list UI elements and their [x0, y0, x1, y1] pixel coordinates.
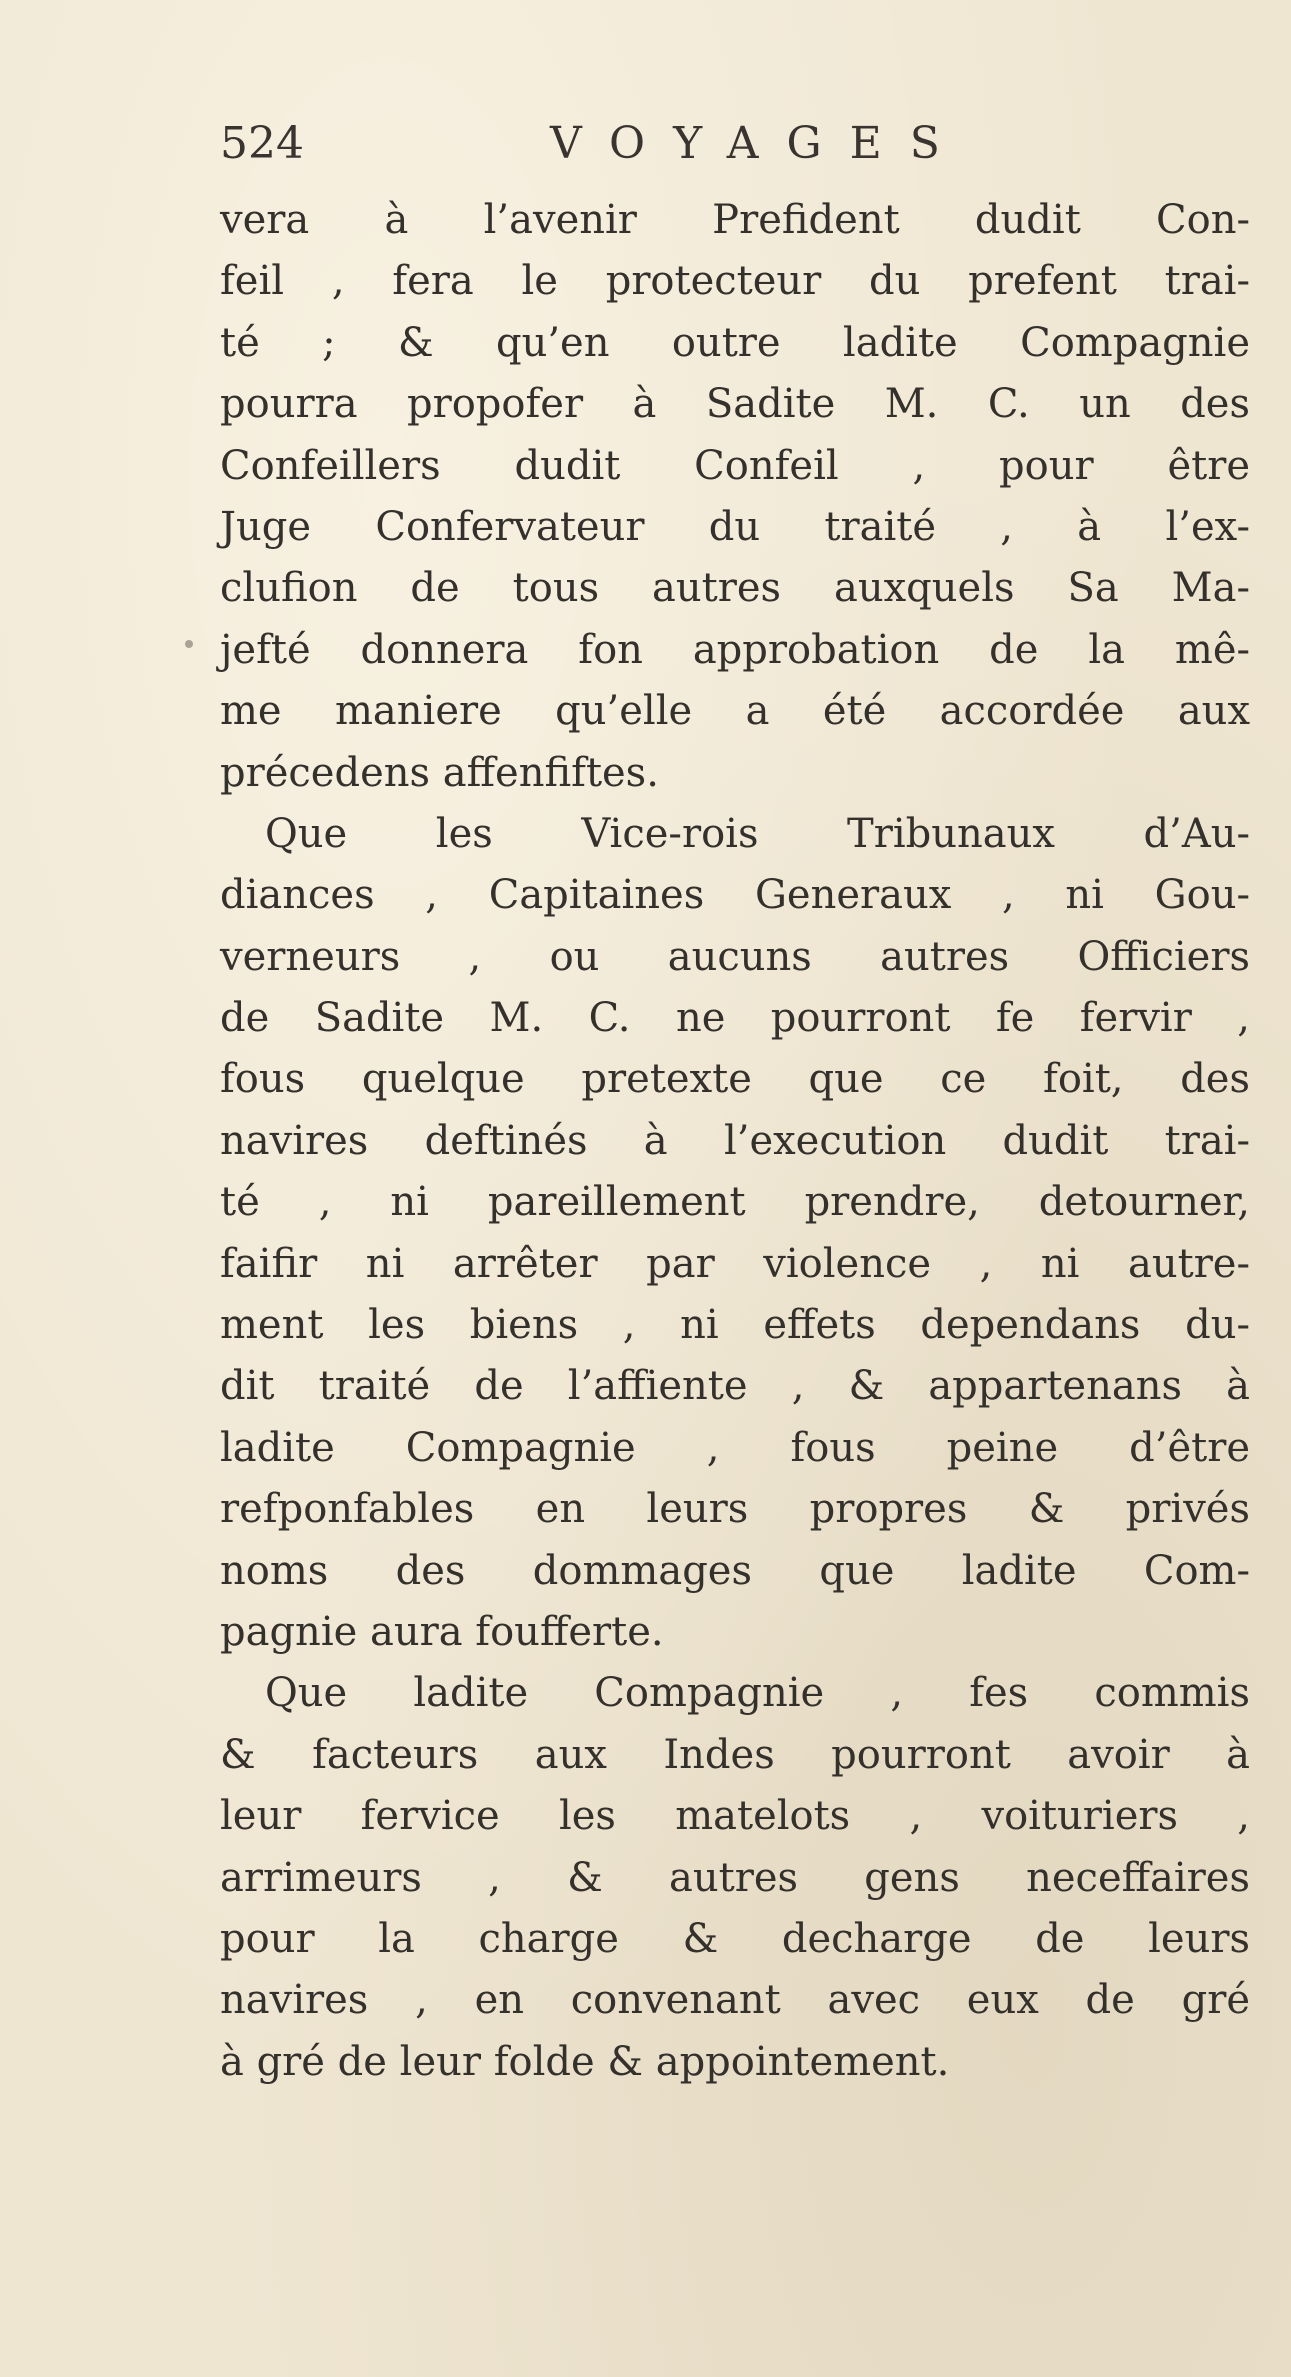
- text-line: dit traité de l’affiente , & appartenans à: [220, 1363, 1250, 1410]
- text-line: verneurs , ou aucuns autres Officiers: [220, 933, 1250, 980]
- text-line: leur fervice les matelots , voituriers ,: [220, 1793, 1250, 1840]
- text-line: pourra propofer à Sadite M. C. un des: [220, 381, 1250, 428]
- body-text: [220, 190, 1250, 2093]
- text-line: arrimeurs , & autres gens neceffaires: [220, 1854, 1250, 1901]
- text-line: feil , fera le protecteur du prefent trai-: [220, 258, 1250, 305]
- text-line: ladite Compagnie , fous peine d’être: [220, 1424, 1250, 1471]
- text-line: ment les biens , ni effets dependans du-: [220, 1302, 1250, 1349]
- text-line: Confeillers dudit Confeil , pour être: [220, 442, 1250, 489]
- text-line: té , ni pareillement prendre, detourner,: [220, 1179, 1250, 1226]
- text-line: faifir ni arrêter par violence , ni autre-: [220, 1240, 1250, 1287]
- text-line: Que les Vice-rois Tribunaux d’Au-: [265, 810, 1250, 857]
- page-header: [220, 118, 1220, 178]
- text-line: té ; & qu’en outre ladite Compagnie: [220, 319, 1250, 366]
- running-head: VOYAGES: [550, 118, 968, 169]
- text-line: & facteurs aux Indes pourront avoir à: [220, 1731, 1250, 1778]
- text-line: navires deftinés à l’execution dudit trai-: [220, 1117, 1250, 1164]
- page-number: 524: [220, 118, 304, 169]
- text-line: à gré de leur folde & appointement.: [220, 2038, 950, 2085]
- text-line: noms des dommages que ladite Com-: [220, 1547, 1250, 1594]
- text-line: me maniere qu’elle a été accordée aux: [220, 688, 1250, 735]
- text-line: de Sadite M. C. ne pourront fe fervir ,: [220, 995, 1250, 1042]
- text-line: diances , Capitaines Generaux , ni Gou-: [220, 872, 1250, 919]
- ink-blot: [185, 640, 193, 648]
- text-line: Juge Confervateur du traité , à l’ex-: [220, 503, 1250, 550]
- text-line: pagnie aura foufferte.: [220, 1608, 664, 1655]
- text-line: refponfables en leurs propres & privés: [220, 1486, 1250, 1533]
- text-line: pour la charge & decharge de leurs: [220, 1915, 1250, 1962]
- text-line: fous quelque pretexte que ce foit, des: [220, 1056, 1250, 1103]
- text-line: navires , en convenant avec eux de gré: [220, 1977, 1250, 2024]
- text-line: jefté donnera fon approbation de la mê-: [220, 626, 1250, 673]
- text-line: vera à l’avenir Prefident dudit Con-: [220, 197, 1250, 243]
- text-line: clufion de tous autres auxquels Sa Ma-: [220, 565, 1250, 612]
- text-line: Que ladite Compagnie , fes commis: [265, 1670, 1250, 1717]
- text-line: précedens affenfiftes.: [220, 749, 659, 796]
